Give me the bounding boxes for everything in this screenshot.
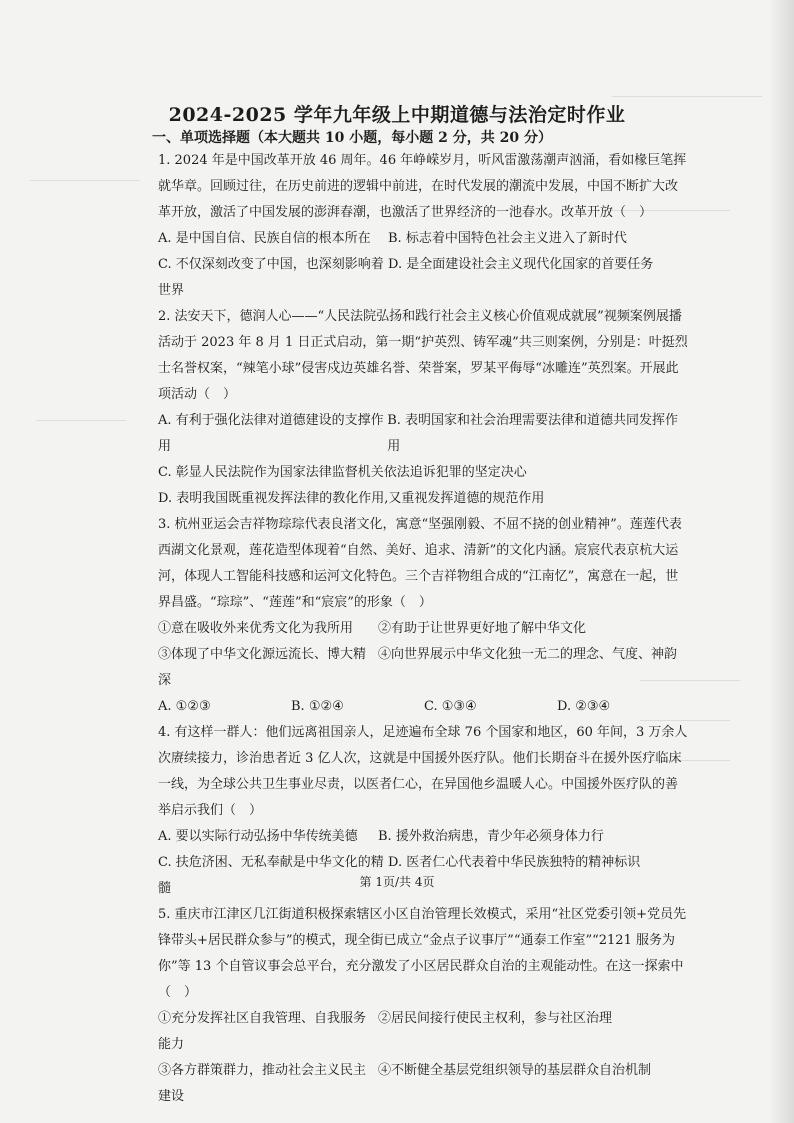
option-c: C. 不仅深刻改变了中国，也深刻影响着世界 [158, 257, 384, 298]
option-d: D. 表明我国既重视发挥法律的教化作用,又重视发挥道德的规范作用 [158, 491, 545, 506]
option-c: C. ①③④ [424, 699, 477, 714]
option-a: A. 要以实际行动弘扬中华传统美德 [158, 829, 358, 844]
page-number: 第 1页/共 4页 [359, 875, 435, 889]
question-3-options [158, 694, 690, 720]
question-1-stem: 1. 2024 年是中国改革开放 46 周年。46 年峥嵘岁月，听风雷激荡潮声汹涌，看如椽巨笔挥就华章。回顾过往，在历史前进的逻辑中前进，在时代发展的潮流中发展，中国不断扩大改革开放，激活了中国发展的澎湃春潮，也激活了世界经济的一池春水。改革开放（ ） [158, 153, 687, 220]
statement-3: ③各方群策群力，推动社会主义民主建设 [158, 1063, 367, 1104]
question-4-options-row1 [158, 824, 690, 850]
question-3-items-row2 [158, 642, 690, 694]
question-1-options-row1 [158, 226, 690, 252]
page-edge-shadow [768, 0, 794, 1123]
option-c: C. 彰显人民法院作为国家法律监督机关依法追诉犯罪的坚定决心 [158, 465, 527, 480]
question-3-stem: 3. 杭州亚运会吉祥物琮琮代表良渚文化，寓意“坚强刚毅、不屈不挠的创业精神”。莲莲代表西湖文化景观，莲花造型体现着“自然、美好、追求、清新”的文化内涵。宸宸代表京杭大运河，体现人工智能科技感和运河文化特色。三个吉祥物组合成的“江南忆”，寓意在一起，世界昌盛。“琮琮”、“莲莲”和“宸宸”的形象（ ） [158, 517, 682, 610]
option-d: D. ②③④ [557, 699, 611, 714]
section-heading: 一、单项选择题（本大题共 10 小题，每小题 2 分，共 20 分） [152, 130, 552, 146]
statement-4: ④不断健全基层党组织领导的基层群众自治机制 [378, 1063, 652, 1078]
questions [158, 148, 690, 1110]
statement-2: ②居民间接行使民主权利，参与社区治理 [378, 1011, 613, 1026]
question-2-options-row1 [158, 408, 690, 460]
question-5-stem: 5. 重庆市江津区几江街道积极探索辖区小区自治管理长效模式，采用“社区党委引领+党员先锋带头+居民群众参与”的模式，现全街已成立“金点子议事厅”“通泰工作室”“2121 服务为你”等 13 个自管议事会总平台，充分激发了小区居民群众自治的主观能动性。在这一探索中（ ） [158, 907, 687, 1000]
option-b: B. 表明国家和社会治理需要法律和道德共同发挥作用 [387, 413, 679, 454]
statement-1: ①意在吸收外来优秀文化为我所用 [158, 621, 354, 636]
option-b: B. ①②④ [291, 699, 344, 714]
question-1-options-row2 [158, 252, 690, 304]
option-a: A. ①②③ [158, 699, 211, 714]
question-4-stem: 4. 有这样一群人：他们远离祖国亲人，足迹遍布全球 76 个国家和地区，60 年间，3 万余人次赓续接力，诊治患者近 3 亿人次，这就是中国援外医疗队。他们长期奋斗在援外医疗临床一线，为全球公共卫生事业尽责，以医者仁心，在异国他乡温暖人心。中国援外医疗队的善举启示我们（ ） [158, 725, 688, 818]
statement-4: ④向世界展示中华文化独一无二的理念、气度、神韵 [378, 647, 678, 662]
statement-2: ②有助于让世界更好地了解中华文化 [378, 621, 587, 636]
statement-3: ③体现了中华文化源远流长、博大精深 [158, 647, 367, 688]
option-d: D. 是全面建设社会主义现代化国家的首要任务 [388, 257, 654, 272]
option-a: A. 有利于强化法律对道德建设的支撑作用 [158, 413, 384, 454]
option-b: B. 标志着中国特色社会主义进入了新时代 [388, 231, 627, 246]
statement-1: ①充分发挥社区自我管理、自我服务能力 [158, 1011, 367, 1052]
option-d: D. 医者仁心代表着中华民族独特的精神标识 [388, 855, 641, 870]
exam-title: 2024-2025 学年九年级上中期道德与法治定时作业 [168, 104, 626, 126]
option-a: A. 是中国自信、民族自信的根本所在 [158, 231, 371, 246]
option-c: C. 扶危济困、无私奉献是中华文化的精髓 [158, 855, 384, 896]
question-5-items-row1 [158, 1006, 690, 1058]
question-3-items-row1 [158, 616, 690, 642]
option-b: B. 援外救治病患，青少年必须身体力行 [378, 829, 604, 844]
question-5-items-row2 [158, 1058, 690, 1110]
question-2-stem: 2. 法安天下，德润人心——“人民法院弘扬和践行社会主义核心价值观成就展”视频案例展播活动于 2023 年 8 月 1 日正式启动，第一期“护英烈、铸军魂”共三则案例，分别是：叶挺烈士名誉权案，“辣笔小球”侵害戍边英雄名誉、荣誉案，罗某平侮辱“冰雕连”英烈案。开展此项活动（ ） [158, 309, 688, 402]
